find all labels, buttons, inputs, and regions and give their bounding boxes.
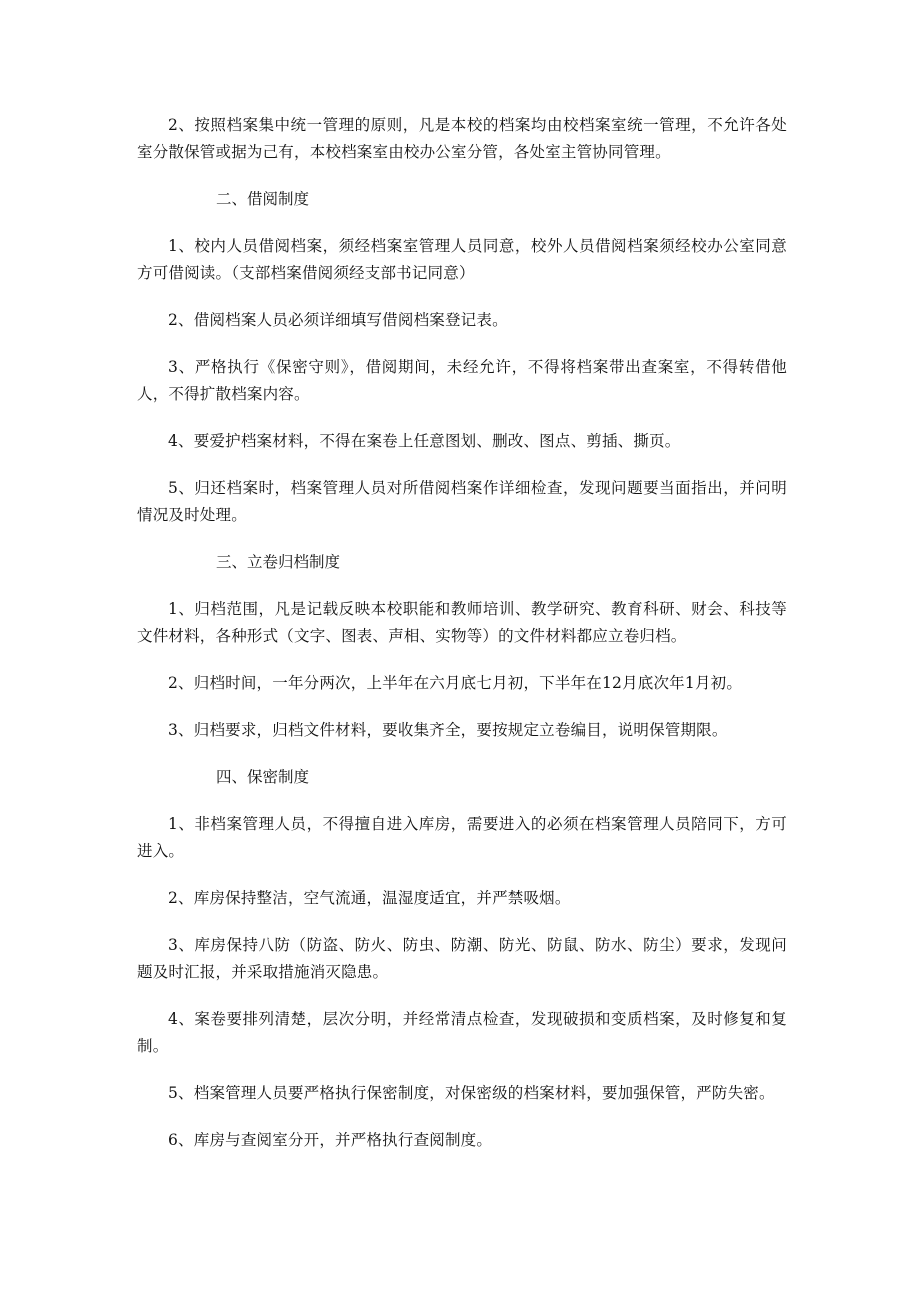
paragraph: 1、校内人员借阅档案，须经档案室管理人员同意，校外人员借阅档案须经校办公室同意方可借阅读。（支部档案借阅须经支部书记同意） <box>137 237 787 282</box>
paragraph: 2、按照档案集中统一管理的原则，凡是本校的档案均由校档案室统一管理，不允许各处室分散保管或据为己有，本校档案室由校办公室分管，各处室主管协同管理。 <box>137 116 787 161</box>
paragraph: 5、档案管理人员要严格执行保密制度，对保密级的档案材料，要加强保管，严防失密。 <box>168 1084 775 1102</box>
paragraph: 6、库房与查阅室分开，并严格执行查阅制度。 <box>168 1131 493 1149</box>
section-heading: 四、保密制度 <box>216 768 310 786</box>
document-body <box>137 112 787 1174</box>
paragraph: 5、归还档案时，档案管理人员对所借阅档案作详细检查，发现问题要当面指出，并问明情况及时处理。 <box>137 479 787 524</box>
section-heading: 二、借阅制度 <box>216 190 310 208</box>
section-heading: 三、立卷归档制度 <box>216 553 341 571</box>
paragraph: 4、要爱护档案材料，不得在案卷上任意图划、删改、图点、剪插、撕页。 <box>168 432 681 450</box>
paragraph: 3、库房保持八防（防盗、防火、防虫、防潮、防光、防鼠、防水、防尘）要求，发现问题及时汇报，并采取措施消灭隐患。 <box>137 936 787 981</box>
paragraph: 3、归档要求，归档文件材料，要收集齐全，要按规定立卷编目，说明保管期限。 <box>168 721 728 739</box>
paragraph: 2、借阅档案人员必须详细填写借阅档案登记表。 <box>168 311 508 329</box>
paragraph: 2、库房保持整洁，空气流通，温湿度适宜，并严禁吸烟。 <box>168 889 571 907</box>
paragraph: 1、非档案管理人员，不得擅自进入库房，需要进入的必须在档案管理人员陪同下，方可进入。 <box>137 815 787 860</box>
paragraph: 4、案卷要排列清楚，层次分明，并经常清点检查，发现破损和变质档案，及时修复和复制。 <box>137 1010 787 1055</box>
paragraph: 2、归档时间，一年分两次，上半年在六月底七月初，下半年在12月底次年1月初。 <box>168 674 743 692</box>
paragraph: 1、归档范围，凡是记载反映本校职能和教师培训、教学研究、教育科研、财会、科技等文件材料，各种形式（文字、图表、声相、实物等）的文件材料都应立卷归档。 <box>137 600 787 645</box>
paragraph: 3、严格执行《保密守则》，借阅期间，未经允许，不得将档案带出查案室，不得转借他人，不得扩散档案内容。 <box>137 358 787 403</box>
